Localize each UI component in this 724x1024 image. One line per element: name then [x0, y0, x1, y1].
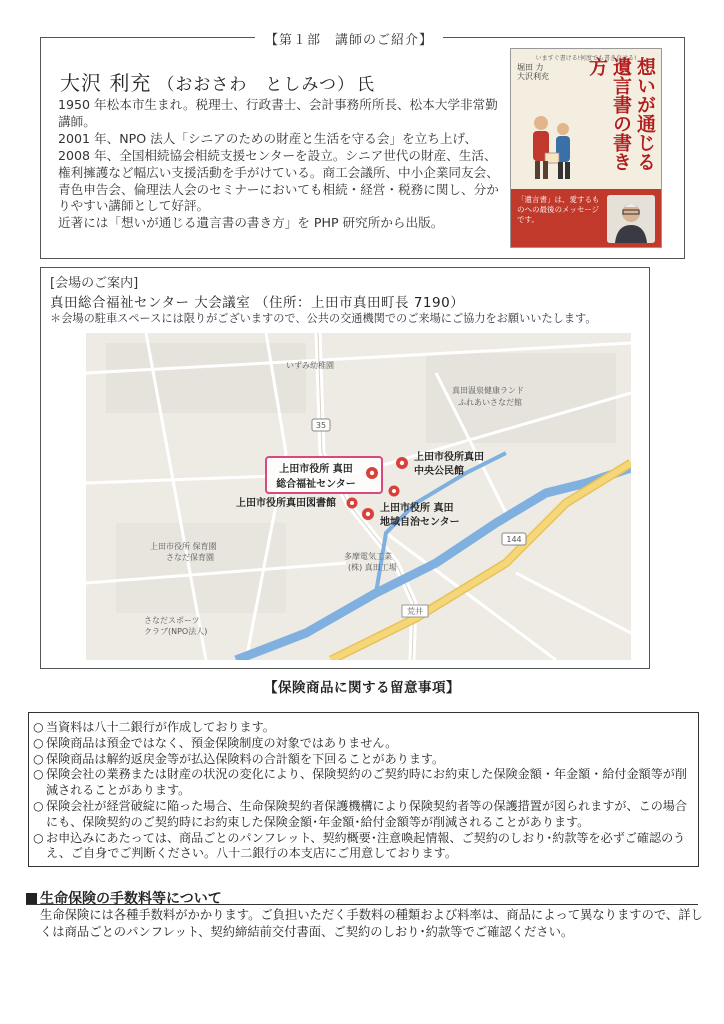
intersection-label [402, 605, 428, 617]
bio-paragraph: 近著には「想いが通じる遺言書の書き方」を PHP 研究所から出版。 [58, 215, 444, 231]
notes-item: ○ 保険会社が経営破綻に陥った場合、生命保険契約者保護機構により保険契約者等の保護措置が図られますが、この場合にも、保険契約のご契約時にお約束した保険金額･年金額･給付金額等が削減されることがあります。 [33, 798, 687, 829]
poi-autonomy-center: 上田市役所 真田 [380, 503, 454, 514]
fees-title: 生命保険の手数料等について [26, 888, 222, 908]
bullet-circle-icon: ○ [33, 798, 44, 813]
bullet-circle-icon: ○ [33, 830, 44, 845]
bullet-circle-icon: ○ [33, 720, 44, 734]
fees-text: 生命保険には各種手数料がかかります。ご負担いただく手数料の種類および料率は、商品によって異なりますので、詳しくは商品ごとのパンフレット、契約締結前交付書面、ご契約のしおり･約款等でご確認ください。 [40, 908, 703, 939]
speaker-name [60, 67, 375, 96]
notes-heading: 【保険商品に関する留意事項】 [264, 680, 460, 696]
square-bullet-icon [26, 893, 37, 904]
map-label-sports-club: クラブ(NPO法人) [144, 627, 208, 636]
bullet-circle-icon: ○ [33, 751, 44, 766]
speaker-bio [58, 97, 503, 232]
notes-item: ○ 保険商品は解約返戻金等が払込保険料の合計額を下回ることがあります。 [33, 751, 445, 766]
venue-parking-note: ＊会場の駐車スペースには限りがございますので、公共の交通機関でのご来場にご協力をお願いいたします。 [50, 312, 597, 325]
map-label-sports-club: さなだスポーツ [144, 616, 200, 625]
book-cover [510, 48, 662, 248]
book-authors: 堀田 力 大沢利充 [517, 63, 549, 81]
speaker-name-kanji: 大沢 利充 [60, 71, 152, 95]
venue-map [86, 333, 631, 660]
book-band [511, 189, 661, 247]
notes-item: ○ 当資料は八十二銀行が作成しております。 [33, 720, 275, 734]
poi-autonomy-center: 地域自治センター [380, 517, 460, 528]
notes-item: ○ 保険会社の業務または財産の状況の変化により、保険契約のご契約時にお約束した保険金額・年金額・給付金額等が削減されることがあります。 [33, 767, 687, 798]
author-photo-icon [607, 195, 655, 243]
bullet-circle-icon: ○ [33, 767, 44, 782]
svg-text:144: 144 [506, 535, 522, 544]
svg-text:荒井: 荒井 [407, 607, 423, 616]
map-label-spa: ふれあいさなだ館 [458, 398, 522, 407]
bio-paragraph: 1950 年松本市生まれ。税理士、行政書士、会計事務所所長、松本大学非常勤講師。 [58, 97, 498, 129]
poi-community-hall: 上田市役所真田 [414, 452, 484, 463]
map-label-kindergarten: いずみ幼稚園 [286, 361, 334, 370]
notes-item: ○ 保険商品は預金ではなく、預金保険制度の対象ではありません。 [33, 735, 398, 750]
bullet-circle-icon: ○ [33, 735, 44, 750]
venue-section-header: [会場のご案内] [50, 276, 139, 291]
map-label-nursery: 上田市役所 保育園 [150, 542, 217, 551]
notes-list [33, 720, 695, 862]
bio-paragraph: 2001 年、NPO 法人「シニアのための財産と生活を守る会」を立ち上げ、2008 年、全国相続協会相続支援センターを設立。シニア世代の財産、生活、権利擁護など幅広い支援活動を手がけている。商工会議所、中小企業同友会、青色申告会、倫理法人会のセミナーにおいても相続・経営・税務に関し、分かりやすい講師として好評。 [58, 130, 499, 214]
book-blurb: いますぐ書ける!何度でも書き直せる! [535, 55, 637, 62]
speaker-section-header: 【第１部 講師のご紹介】 [255, 29, 443, 48]
poi-library: 上田市役所真田図書館 [236, 498, 336, 509]
venue-name-address: 真田総合福祉センター 大会議室 （住所：上田市真田町長 7190） [50, 295, 465, 311]
svg-text:35: 35 [315, 421, 327, 430]
poi-community-hall: 中央公民館 [414, 466, 464, 477]
route-35-shield [312, 419, 330, 431]
map-label-nursery: さなだ保育園 [166, 553, 214, 562]
book-band-text: 「遺言書」は、愛するものへの最後のメッセージです。 [517, 195, 600, 224]
notes-item: ○ お申込みにあたっては、商品ごとのパンフレット、契約概要･注意喚起情報、ご契約のしおり･約款等を必ずご確認のうえ、ご自身でご判断ください。八十二銀行の本支店にご用意しております。 [33, 830, 686, 861]
book-title: 想いが通じる遺言書の書き方 [586, 57, 656, 171]
poi-welfare-center: 総合福祉センター [276, 479, 356, 490]
fees-divider [26, 904, 698, 905]
map-area [116, 523, 286, 613]
map-label-spa: 真田温泉健康ランド [452, 386, 524, 395]
speaker-name-kana: （おおさわ としみつ） [157, 75, 356, 95]
speaker-name-suffix: 氏 [357, 75, 376, 95]
map-area [106, 343, 306, 413]
map-label-factory: 多摩電気工業 [344, 552, 392, 561]
route-144-shield [502, 533, 526, 545]
book-illustration-icon [521, 109, 581, 189]
map-label-factory: (株) 真田工場 [348, 563, 397, 572]
poi-welfare-center: 上田市役所 真田 [279, 464, 353, 475]
